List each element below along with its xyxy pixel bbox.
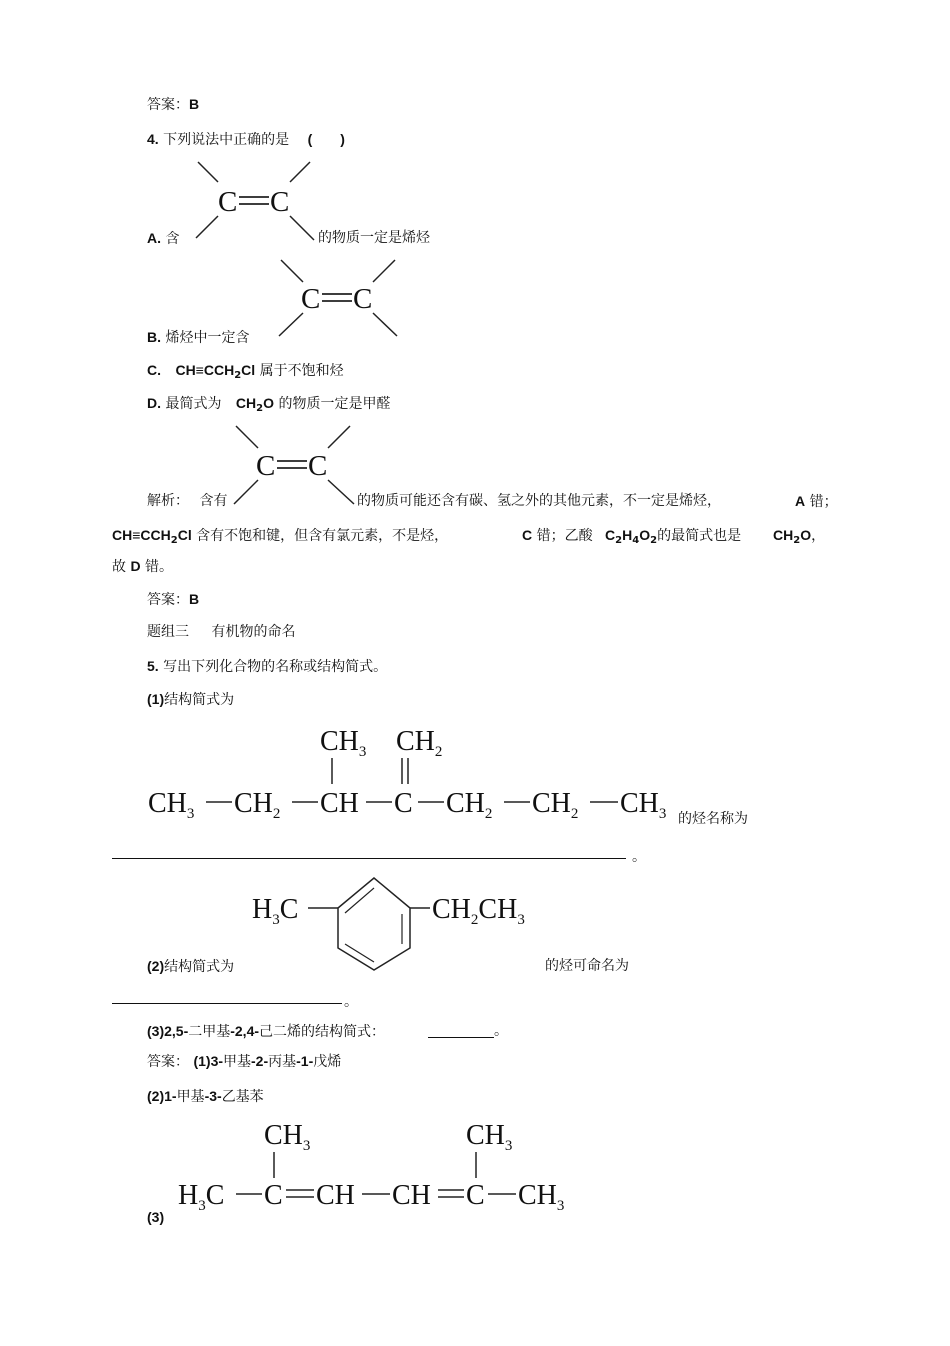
- chemical-formula: CH≡CCH: [175, 362, 235, 378]
- svg-text:CH2CH3: [432, 894, 525, 928]
- svg-text:CH3: [620, 788, 666, 822]
- analysis-text: 错。: [145, 559, 174, 575]
- part-text: 二甲基: [188, 1024, 231, 1040]
- group-ch: CH: [320, 788, 359, 819]
- group-h3c: C: [279, 894, 299, 925]
- subscript: 2: [650, 535, 658, 546]
- analysis-line-2: [112, 526, 448, 550]
- answer-text: 乙基苯: [221, 1089, 264, 1105]
- part-text: 的烃可命名为: [545, 958, 629, 974]
- chemical-formula: H: [622, 527, 633, 543]
- subscript: 4: [632, 535, 640, 546]
- subscript: 3: [658, 806, 667, 822]
- subscript: 2: [170, 535, 178, 546]
- group-ch3: CH: [620, 788, 659, 819]
- group-h3c: C: [205, 1180, 225, 1211]
- svg-text:CH2: [532, 788, 578, 822]
- structure-1-alkene-chain: [146, 720, 678, 830]
- subscript: 3: [302, 1138, 311, 1154]
- analysis-line-3: [112, 557, 173, 576]
- answer-label: 答案：: [147, 592, 189, 608]
- part-number: (2)1-: [147, 1088, 177, 1104]
- chemical-formula: O: [263, 395, 274, 411]
- question-number: 4.: [147, 131, 159, 147]
- option-text: 烯烃中一定含: [165, 330, 250, 346]
- q3-answer: [147, 95, 199, 114]
- group-ch2: CH: [396, 726, 435, 757]
- group-ch2: CH: [234, 788, 273, 819]
- chemical-formula: Cl: [241, 362, 256, 378]
- q5-part-2-tail: [545, 957, 629, 975]
- chemical-formula: CH: [773, 527, 794, 543]
- option-text: 含: [165, 231, 180, 247]
- option-text: 的物质一定是甲醛: [278, 396, 391, 412]
- part-number: -1-: [296, 1053, 314, 1069]
- part-number: -2,4-: [230, 1023, 260, 1039]
- q4-option-d: [147, 394, 390, 418]
- answer-blank-1[interactable]: [112, 858, 626, 859]
- option-text: 属于不饱和烃: [259, 363, 344, 379]
- option-letter: A.: [147, 230, 161, 246]
- option-letter: C.: [147, 362, 161, 378]
- part-number: (2): [147, 958, 165, 974]
- analysis-text: 的物质可能还含有碳、氢之外的其他元素，不一定是烯烃，: [357, 493, 721, 509]
- subscript: 2: [272, 806, 281, 822]
- q5-part-1: [147, 690, 234, 709]
- answer-blank-3[interactable]: [428, 1037, 494, 1038]
- carbon-label: C: [218, 186, 238, 218]
- analysis-label: 解析：: [147, 493, 189, 509]
- group-ch3: CH: [264, 1120, 303, 1151]
- subscript: 2: [570, 806, 579, 822]
- subscript: 2: [793, 535, 801, 546]
- alkene-structure-analysis: [230, 424, 360, 509]
- analysis-a-wrong: [795, 492, 838, 511]
- alkene-structure-a: [190, 160, 320, 245]
- carbon-label: C: [301, 283, 321, 315]
- part-number: (3)2,5-: [147, 1023, 189, 1039]
- svg-text:CH3: [466, 1120, 512, 1154]
- punctuation: 。: [494, 1023, 508, 1039]
- chemical-formula: O: [639, 527, 651, 543]
- answer-value: B: [189, 591, 200, 607]
- analysis-text: 错；乙酸: [536, 528, 593, 544]
- carbon-label: C: [256, 450, 276, 482]
- group-c: C: [466, 1180, 485, 1211]
- analysis-simplest-formula: [773, 526, 825, 550]
- answer-label: 答案：: [147, 1054, 189, 1070]
- group-ch3: CH: [320, 726, 359, 757]
- subscript: 3: [517, 912, 525, 928]
- answer-value: B: [189, 96, 200, 112]
- part-number: (1)3-: [193, 1053, 224, 1069]
- q5-stem: [147, 657, 387, 676]
- svg-text:CH2: [234, 788, 280, 822]
- q5-answer-1: [147, 1052, 341, 1071]
- svg-text:CH3: [148, 788, 194, 822]
- analysis-line-1: [147, 492, 227, 510]
- option-letter: C: [522, 527, 533, 543]
- analysis-text: 的最简式也是: [657, 528, 742, 544]
- q4-option-a-tail: [318, 229, 430, 247]
- svg-text:CH3: [320, 726, 366, 760]
- alkene-structure-b: [275, 258, 405, 343]
- group-ch: CH: [316, 1180, 355, 1211]
- group-c: C: [394, 788, 413, 819]
- group-ch2ch3: CH: [432, 894, 471, 925]
- chemical-formula: Cl: [177, 527, 192, 543]
- subscript: 2: [470, 912, 479, 928]
- subscript: 3: [504, 1138, 513, 1154]
- carbon-label: C: [353, 283, 373, 315]
- subscript: 3: [272, 912, 280, 928]
- q4-option-c: [147, 361, 344, 385]
- chemical-formula: C: [605, 527, 616, 543]
- punctuation: ，: [811, 528, 826, 544]
- subscript: 3: [556, 1198, 565, 1214]
- option-letter: A: [795, 493, 806, 509]
- group-ch3: CH: [148, 788, 187, 819]
- answer-paren-close: ): [340, 131, 345, 147]
- group-label: 题组三: [147, 624, 189, 640]
- part-number: (3): [147, 1209, 165, 1225]
- group-c: C: [264, 1180, 283, 1211]
- option-letter: D.: [147, 395, 161, 411]
- answer-text: 丙基: [268, 1054, 297, 1070]
- structure-3-diene: [176, 1114, 576, 1220]
- q5-part-2: [147, 957, 234, 976]
- svg-text:H3C: [178, 1180, 224, 1214]
- group-title: 有机物的命名: [211, 624, 296, 640]
- answer-text: 甲基: [223, 1054, 252, 1070]
- answer-text: 甲基: [176, 1089, 205, 1105]
- svg-text:CH2: [446, 788, 492, 822]
- svg-text:CH3: [518, 1180, 564, 1214]
- chemical-formula: CH: [235, 395, 257, 411]
- svg-text:H3C: [252, 894, 298, 928]
- group-ch2: CH: [446, 788, 485, 819]
- part-text: 结构简式为: [164, 959, 235, 975]
- group-ch2ch3: CH: [478, 894, 518, 925]
- group-h3c: H: [178, 1180, 199, 1211]
- part-text: 己二烯的结构简式：: [259, 1024, 386, 1040]
- question-number: 5.: [147, 658, 159, 674]
- punctuation: 。: [344, 994, 358, 1010]
- group-h3c: H: [252, 894, 273, 925]
- option-text: 最简式为: [165, 396, 222, 412]
- option-text: 的物质一定是烯烃: [318, 230, 430, 246]
- answer-label: 答案：: [147, 97, 189, 113]
- svg-text:CH3: [264, 1120, 310, 1154]
- chemical-formula: CH≡CCH: [112, 527, 171, 543]
- answer-text: 戊烯: [313, 1054, 342, 1070]
- subscript: 2: [615, 535, 623, 546]
- option-letter: D: [130, 558, 141, 574]
- subscript: 2: [484, 806, 493, 822]
- carbon-label: C: [308, 450, 328, 482]
- question-text: 下列说法中正确的是: [163, 132, 290, 148]
- part-text: 结构简式为: [164, 692, 235, 708]
- q4-option-b: [147, 328, 249, 347]
- q5-answer-3: [147, 1208, 164, 1227]
- subscript: 2: [434, 744, 443, 760]
- analysis-text: 故: [112, 559, 126, 575]
- group-ch3: CH: [518, 1180, 557, 1211]
- part-number: -3-: [204, 1088, 222, 1104]
- part-number: -2-: [251, 1053, 269, 1069]
- answer-blank-2[interactable]: [112, 1003, 342, 1004]
- analysis-text: 含有不饱和键，但含有氯元素，不是烃，: [196, 528, 449, 544]
- structure-2-benzene: [250, 872, 550, 972]
- part-number: (1): [147, 691, 165, 707]
- chemical-formula: O: [800, 527, 812, 543]
- subscript: 2: [256, 403, 264, 414]
- q4-stem: [147, 130, 345, 149]
- carbon-label: C: [270, 186, 290, 218]
- q4-answer: [147, 590, 199, 609]
- question-text: 写出下列化合物的名称或结构简式。: [163, 659, 388, 675]
- subscript: 3: [186, 806, 195, 822]
- subscript: 3: [358, 744, 367, 760]
- option-letter: B.: [147, 329, 161, 345]
- answer-paren-open: (: [307, 131, 313, 147]
- subscript: 3: [198, 1198, 206, 1214]
- analysis-line-1-tail: [357, 492, 721, 510]
- svg-text:CH2: [396, 726, 442, 760]
- analysis-text: 含有: [199, 493, 228, 509]
- q5-part-1-tail: [678, 810, 748, 828]
- group-ch3: CH: [466, 1120, 505, 1151]
- analysis-c-wrong: [522, 526, 741, 550]
- subscript: 2: [234, 370, 242, 381]
- punctuation: 。: [632, 849, 646, 865]
- q5-part-3: [147, 1022, 385, 1041]
- part-text: 的烃名称为: [678, 811, 748, 827]
- group-ch: CH: [392, 1180, 431, 1211]
- q5-answer-2: [147, 1087, 264, 1106]
- group-heading: [147, 623, 295, 641]
- analysis-text: 错；: [809, 494, 838, 510]
- group-ch2: CH: [532, 788, 571, 819]
- q4-option-a: [147, 229, 179, 248]
